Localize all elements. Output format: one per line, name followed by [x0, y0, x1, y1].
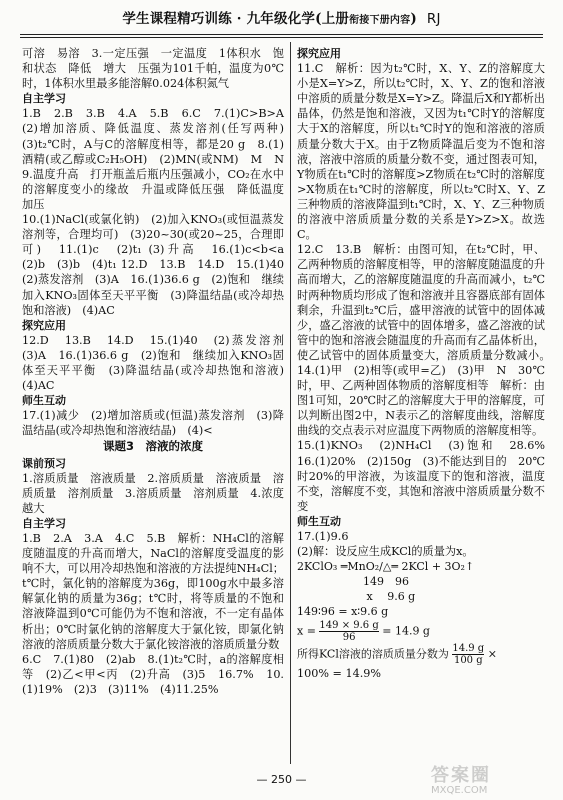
equation-line: x 9.6 g — [297, 590, 416, 604]
formula-prefix: x = — [297, 624, 316, 638]
equation-line: 2KClO₃ ═MnO₂/△═ 2KCl + 3O₂↑ — [297, 560, 475, 574]
fraction-numerator: 14.9 g — [452, 642, 485, 654]
answer-paragraph: 6.C 7.(1)80 (2)ab 8.(1)t₂℃时，a的溶解度相等 (2)乙<甲<丙 (2)升高 (3)5 16.7% 10.(1)19% (2)3 (3)11% (4)11.25% — [22, 652, 284, 696]
column-divider — [290, 42, 291, 764]
fraction — [452, 643, 484, 666]
answer-paragraph: 15.(1)KNO₃ (2)NH₄Cl (3)饱和 28.6% 16.(1)20% (2)150g (3)不能达到目的 20℃时20%的甲溶液，为该温度下的饱和溶液，温度不变，溶解度不变，其饱和溶液中溶质质量分数不变 — [297, 439, 557, 513]
answer-paragraph: 11.C 解析：因为t₂℃时，X、Y、Z的溶解度大小是X=Y>Z，所以t₂℃时，X、Y、Z的饱和溶液中溶质的质量分数是X=Y>Z。降温后X和Y都析出晶体，仍然是饱和溶液，又因为t₁℃时Y的溶解度大于X的溶解度，所以t₁℃时Y的饱和溶液的溶质质量分数大于X。由于Z物质降温后变为不饱和溶液，溶液中溶质的质量分数不变，通过图表可知，Y物质在t₁℃时的溶解度>Z物质在t₂℃时的溶解度>X物质在t₁℃时的溶解度，所以t₂℃时X、Y、Z三种物质的溶液降温到t₁℃时，X、Y、Z三种物质的溶液中溶质质量分数的关系是Y>Z>X。故选C。 — [297, 62, 545, 242]
answer-paragraph: 17.(1)减少 (2)增加溶质或(恒温)蒸发溶剂 (3)降温结晶(或冷却热饱和溶液结晶) (4)< — [22, 409, 284, 438]
watermark-logo — [431, 765, 551, 797]
answer-paragraph: 1.B 2.A 3.A 4.C 5.B 解析：NH₄Cl的溶解度随温度的升高而增大，NaCl的溶解度受温度的影响不大，可以用冷却热饱和溶液的方法提纯NH₄Cl；t℃时，氯化钠的溶解度为36g，即100g水中最多溶解氯化钠的质量为36g；t℃时，将等质量的不饱和溶液降温到0℃可能仍为不饱和溶液，不一定有晶体析出；0℃时氯化钠的溶解度大于氯化铵，即氯化钠溶液的溶质质量分数大于氯化铵溶液的溶质质量分数 — [22, 532, 284, 651]
formula-suffix: = 14.9 g — [382, 624, 430, 638]
lesson-title: 课题3 溶液的浓度 — [102, 439, 203, 454]
answer-paragraph: 12.C 13.B 解析：由图可知，在t₂℃时，甲、乙两种物质的溶解度相等，甲的溶解度随温度的升高而增大，乙的溶解度随温度的升高而减小，t₂℃时两种物质均形成了饱和溶液并且容器底部有固体剩余，升温到t₂℃后，盛甲溶液的试管中的固体减少，盛乙溶液的试管中的固体增多，盛乙溶液的试管中的饱和溶液会随温度的升高而有乙晶体析出，使乙试管中的固体质量变大，溶质质量分数减小。 14.(1)甲 (2)相等(或甲=乙) (3)甲 N 30℃时，甲、乙两种固体物质的溶解度相等 解析：由图1可知，20℃时乙的溶解度大于甲的溶解度，可以判断出图2中，N表示乙的溶解度曲线，溶解度曲线的交点表示对应温度下两物质的溶解度相等。 — [297, 243, 557, 438]
header-close: ) — [410, 11, 417, 27]
header-rule — [20, 34, 543, 35]
answer-paragraph: 10.(1)NaCl(或氯化钠) (2)加入KNO₃(或恒温蒸发溶剂等，合理均可) (3)20~30(或20~25，合理即可) 11.(1)c (2)t₁ (3)升高 16.(1)c<b<a (2)b (3)b (4)t₁ 12.D 13.B 14.D 15.(1)40 (2)蒸发溶剂 (3)A 16.(1)36.6 g (2)饱和 继续加入KNO₃固体至天平平衡 (3)降温结晶(或冷却热饱和溶液) (4)AC — [22, 213, 296, 317]
section-heading: 自主学习 — [22, 92, 66, 106]
page-header — [0, 12, 563, 28]
header-title: 学生课程精巧训练 · 九年级化学(上册 — [122, 11, 350, 27]
fraction-numerator: 149 × 9.6 g — [319, 619, 379, 631]
answer-paragraph: 100% = 14.9% — [297, 666, 382, 680]
formula-line — [297, 643, 545, 666]
header-rule-thin — [20, 37, 543, 38]
section-heading: 课前预习 — [22, 456, 66, 470]
section-heading: 师生互动 — [297, 514, 341, 528]
header-edition: RJ — [426, 11, 441, 27]
left-column — [22, 46, 296, 697]
formula-suffix: × — [487, 647, 497, 661]
header-subtitle: 衔接下册内容 — [349, 15, 411, 26]
answer-paragraph: 17.(1)9.6 — [297, 530, 349, 543]
fraction-denominator: 100 g — [453, 654, 483, 666]
equation-line: 149 96 — [297, 575, 409, 589]
watermark-url: MXQE.COM — [431, 785, 488, 797]
section-heading: 探究应用 — [22, 318, 66, 332]
answer-paragraph: 12.D 13.B 14.D 15.(1)40 (2)蒸发溶剂 (3)A 16.(1)36.6 g (2)饱和 继续加入KNO₃固体至天平平衡 (3)降温结晶(或冷却热饱和溶液) (4)AC — [22, 333, 296, 393]
fraction — [319, 620, 378, 643]
answer-paragraph: 可溶 易溶 3.一定压强 一定温度 1体积水 饱和状态 降低 增大 压强为101千帕，温度为0℃时，1体积水里最多能溶解0.024体积氮气 — [22, 47, 284, 91]
section-heading: 自主学习 — [22, 516, 66, 530]
section-heading: 探究应用 — [297, 47, 341, 60]
section-heading: 师生互动 — [22, 394, 66, 408]
formula-line — [297, 620, 545, 643]
answer-paragraph: 1.B 2.B 3.B 4.A 5.B 6.C 7.(1)C>B>A (2)增加溶质、降低温度、蒸发溶剂(任写两种) (3)t₂℃时，A与C的溶解度相等，都是20 g 8.(1)酒精(或乙醇或C₂H₅OH) (2)MN(或NM) M N 9.温度升高 打开瓶盖后瓶内压强减小，CO₂在水中的溶解度变小的缘故 升温或降低压强 降低温度 加压 — [22, 107, 296, 211]
watermark-text: 答案圈 — [431, 765, 491, 786]
right-column — [297, 46, 557, 681]
fraction-denominator: 96 — [342, 631, 356, 643]
answer-paragraph: (2)解：设反应生成KCl的质量为x。 — [297, 545, 474, 559]
answer-paragraph: 1.溶质质量 溶液质量 2.溶质质量 溶液质量 溶质质量 溶剂质量 3.溶质质量 溶剂质量 4.浓度 越大 — [22, 471, 296, 515]
equation-line: 149∶96 = x∶9.6 g — [297, 605, 389, 619]
page-number: — 250 — — [256, 773, 307, 786]
formula-prefix: 所得KCl溶液的溶质质量分数为 — [297, 647, 449, 661]
